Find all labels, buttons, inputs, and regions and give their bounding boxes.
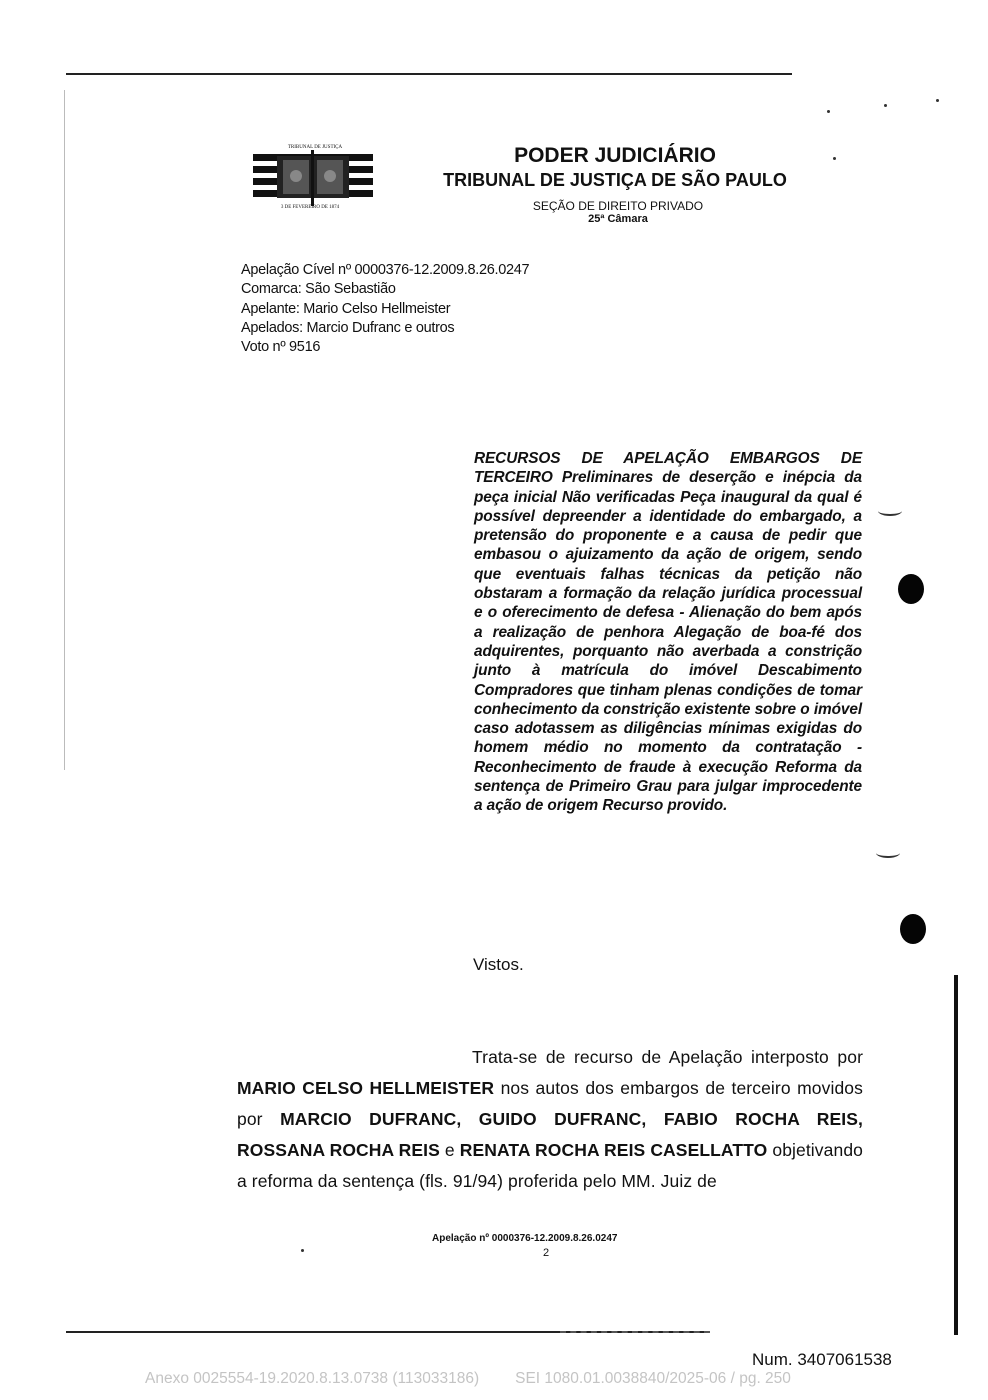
case-number: Apelação Cível nº 0000376-12.2009.8.26.0247 <box>241 262 530 278</box>
scan-right-edge <box>954 975 958 1335</box>
scan-bottom-dash <box>560 1331 710 1333</box>
court-section: SEÇÃO DE DIREITO PRIVADO <box>532 199 704 213</box>
scan-speck <box>827 110 830 113</box>
body-text: Trata-se de recurso de Apelação interposto por <box>472 1047 863 1067</box>
punch-hole-top <box>898 574 924 604</box>
scan-speck <box>833 157 836 160</box>
body-text: nos autos dos embargos de terceiro movidos por <box>237 1078 863 1129</box>
body-text: objetivando a reforma da sentença (fls. 91/94) proferida pelo MM. Juiz de <box>237 1140 863 1191</box>
scan-speck <box>884 104 887 107</box>
seal-caption-top: TRIBUNAL DE JUSTIÇA <box>287 145 343 150</box>
scan-left-edge <box>64 90 65 770</box>
body-text: e <box>439 1140 460 1160</box>
scan-mark <box>876 848 900 858</box>
scan-speck <box>936 99 939 102</box>
vistos-heading: Vistos. <box>473 955 524 974</box>
case-vote-number: Voto nº 9516 <box>241 339 321 356</box>
seal-caption-bottom: 3 DE FEVEREIRO DE 1874 <box>280 205 340 210</box>
scan-mark <box>878 506 902 516</box>
document-num: Num. 3407061538 <box>752 1350 892 1369</box>
scan-speck <box>301 1249 304 1252</box>
footer-page-number: 2 <box>543 1247 550 1259</box>
body-paragraph <box>237 1042 863 1197</box>
annex-stamp <box>145 1370 791 1388</box>
appellant-name: MARIO CELSO HELLMEISTER <box>237 1078 495 1098</box>
case-appellees: Apelados: Marcio Dufranc e outros <box>241 319 455 336</box>
punch-hole-bottom <box>900 914 926 944</box>
footer-case-ref: Apelação nº 0000376-12.2009.8.26.0247 <box>432 1233 618 1244</box>
court-name: TRIBUNAL DE JUSTIÇA DE SÃO PAULO <box>443 170 787 190</box>
case-info-block <box>241 261 529 357</box>
case-appellant: Apelante: Mario Celso Hellmeister <box>241 300 451 317</box>
court-power-title: PODER JUDICIÁRIO <box>514 144 716 167</box>
scan-top-rule <box>66 73 792 75</box>
appellee-names: MARCIO DUFRANC, GUIDO DUFRANC, FABIO ROCHA REIS, ROSSANA ROCHA REIS <box>237 1109 863 1160</box>
annex-ref: Anexo 0025554-19.2020.8.13.0738 (113033186) <box>145 1370 480 1387</box>
case-district: Comarca: São Sebastião <box>241 281 396 298</box>
appellee-name-last: RENATA ROCHA REIS CASELLATTO <box>459 1140 768 1160</box>
court-seal-logo <box>253 146 373 214</box>
court-chamber: 25ª Câmara <box>588 213 648 225</box>
case-summary-ementa: RECURSOS DE APELAÇÃO EMBARGOS DE TERCEIRO Preliminares de deserção e inépcia da peça inicial Não verificadas Peça inaugural da qual é possível depreender a identidade do embargado, a pretensão do proponente e a causa de pedir que embasou o ajuizamento da ação de origem, sendo que eventuais falhas técnicas da petição não obstaram a formação da relação jurídica processual e o oferecimento de defesa - Alienação do bem após a realização de penhora Alegação de boa-fé dos adquirentes, porquanto não averbada a constrição junto à matrícula do imóvel Descabimento Compradores que tinham plenas condições de tomar conhecimento da constrição existente sobre o imóvel caso adotassem as diligências mínimas exigidas do homem médio no momento da contratação - Reconhecimento de fraude à execução Reforma da sentença de Primeiro Grau para julgar improcedente a ação de origem Recurso provido. <box>474 450 862 815</box>
sei-ref: SEI 1080.01.0038840/2025-06 / pg. 250 <box>515 1370 791 1387</box>
